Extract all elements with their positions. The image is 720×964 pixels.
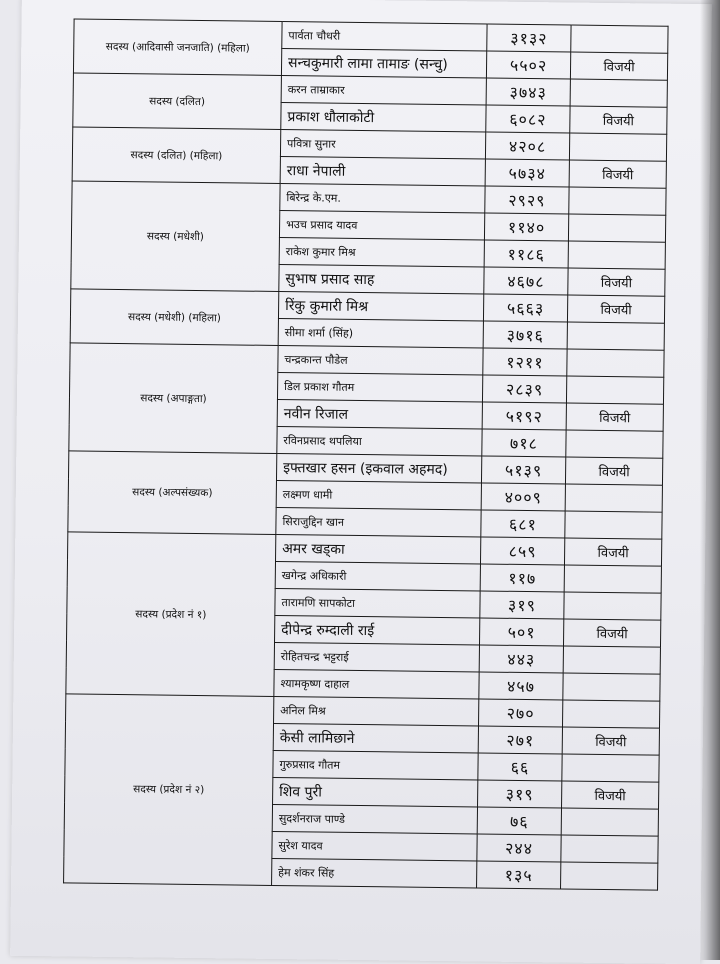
votes-cell: ५७३४ <box>485 159 569 187</box>
result-cell: विजयी <box>566 403 663 431</box>
votes-cell: ६०८२ <box>486 105 570 133</box>
candidate-name-cell: सुरेश यादव <box>272 831 477 861</box>
votes-cell: ३७१६ <box>483 321 567 349</box>
result-cell: विजयी <box>567 295 664 323</box>
post-cell: सदस्य (मधेशी) (महिला) <box>70 289 279 346</box>
result-cell: विजयी <box>569 160 666 188</box>
votes-cell: ११४० <box>484 213 568 241</box>
votes-cell: ११८६ <box>484 240 568 268</box>
table-row <box>74 19 668 53</box>
result-cell <box>561 835 658 863</box>
votes-cell: ५१९२ <box>482 402 566 430</box>
result-cell <box>568 241 665 269</box>
candidate-name-cell: दीपेन्द्र रुम्दाली राई <box>275 615 480 645</box>
result-cell: विजयी <box>568 268 665 296</box>
candidate-name-cell: चन्द्रकान्त पौडेल <box>278 345 483 375</box>
candidate-name-cell: बिरेन्द्र के.एम. <box>280 183 485 213</box>
result-cell <box>565 484 662 512</box>
candidate-name-cell: नवीन रिजाल <box>277 399 482 429</box>
candidate-name-cell: गुरुप्रसाद गौतम <box>273 750 478 780</box>
votes-cell: ६६ <box>478 753 562 781</box>
post-cell: सदस्य (अल्पसंख्यक) <box>68 451 277 535</box>
votes-cell: ३१३२ <box>487 24 571 52</box>
results-table-body <box>64 19 669 890</box>
result-cell <box>561 862 658 890</box>
candidate-name-cell: डिल प्रकाश गौतम <box>277 372 482 402</box>
candidate-name-cell: श्यामकृष्ण दाहाल <box>274 669 479 699</box>
result-cell <box>562 700 659 728</box>
votes-cell: २७१ <box>478 726 562 754</box>
votes-cell: २८३९ <box>482 375 566 403</box>
candidate-name-cell: खगेन्द्र अधिकारी <box>275 561 480 591</box>
result-cell: विजयी <box>570 52 667 80</box>
votes-cell: ३१९ <box>480 591 564 619</box>
result-cell <box>563 673 660 701</box>
candidate-name-cell: इफ्तखार हसन (इकवाल अहमद) <box>276 453 481 483</box>
candidate-name-cell: पवित्रा सुनार <box>280 129 485 159</box>
votes-cell: २७० <box>479 699 563 727</box>
candidate-name-cell: शिव पुरी <box>273 777 478 807</box>
votes-cell: २४४ <box>477 834 561 862</box>
candidate-name-cell: सुदर्शनराज पाण्डे <box>272 804 477 834</box>
candidate-name-cell: अमर खड्का <box>275 534 480 564</box>
candidate-name-cell: रविनप्रसाद थपलिया <box>277 426 482 456</box>
result-cell <box>565 511 662 539</box>
votes-cell: ५१३९ <box>481 456 565 484</box>
result-cell <box>571 25 668 53</box>
post-cell: सदस्य (मधेशी) <box>71 181 280 292</box>
votes-cell: ५०१ <box>479 618 563 646</box>
result-cell: विजयी <box>562 727 659 755</box>
result-cell <box>568 214 665 242</box>
votes-cell: ४५७ <box>479 672 563 700</box>
candidate-name-cell: अनिल मिश्र <box>274 696 479 726</box>
result-cell: विजयी <box>562 781 659 809</box>
result-cell <box>561 808 658 836</box>
votes-cell: ११७ <box>480 564 564 592</box>
result-cell <box>562 754 659 782</box>
result-cell <box>564 592 661 620</box>
result-cell <box>566 376 663 404</box>
candidate-name-cell: सुभाष प्रसाद साह <box>279 264 484 294</box>
candidate-name-cell: प्रकाश धौलाकोटी <box>281 102 486 132</box>
page-edge-shadow <box>700 0 720 960</box>
post-cell: सदस्य (दलित) <box>73 73 282 130</box>
candidate-name-cell: सन्चकुमारी लामा तामाङ (सन्चु) <box>281 48 486 78</box>
candidate-name-cell: हेम शंकर सिंह <box>272 858 477 888</box>
candidate-name-cell: भउच प्रसाद यादव <box>279 210 484 240</box>
votes-cell: ७६ <box>477 807 561 835</box>
candidate-name-cell: सिराजुद्दिन खान <box>276 507 481 537</box>
votes-cell: ४२०८ <box>485 132 569 160</box>
result-cell <box>566 430 663 458</box>
document-page <box>10 0 712 964</box>
candidate-name-cell: करन ताम्राकार <box>281 75 486 105</box>
votes-cell: २९२९ <box>485 186 569 214</box>
votes-cell: १२११ <box>483 348 567 376</box>
result-cell: विजयी <box>563 619 660 647</box>
votes-cell: ३१९ <box>478 780 562 808</box>
votes-cell: ८५९ <box>480 537 564 565</box>
candidate-name-cell: केसी लामिछाने <box>273 723 478 753</box>
votes-cell: ४६७८ <box>484 267 568 295</box>
candidate-name-cell: राधा नेपाली <box>280 156 485 186</box>
votes-cell: ३७४३ <box>486 78 570 106</box>
candidate-name-cell: राकेश कुमार मिश्र <box>279 237 484 267</box>
votes-cell: १३५ <box>477 861 561 889</box>
candidate-name-cell: तारामणि सापकोटा <box>275 588 480 618</box>
result-cell <box>564 565 661 593</box>
result-cell: विजयी <box>570 106 667 134</box>
result-cell <box>567 322 664 350</box>
result-cell <box>567 349 664 377</box>
votes-cell: ४००९ <box>481 483 565 511</box>
post-cell: सदस्य (प्रदेश नं २) <box>64 694 274 886</box>
candidate-name-cell: लक्ष्मण धामी <box>276 480 481 510</box>
result-cell: विजयी <box>564 538 661 566</box>
result-cell: विजयी <box>565 457 662 485</box>
candidate-name-cell: रोहितचन्द्र भट्टराई <box>274 642 479 672</box>
result-cell <box>570 79 667 107</box>
votes-cell: ६८१ <box>481 510 565 538</box>
result-cell <box>563 646 660 674</box>
election-results-table <box>63 18 669 890</box>
post-cell: सदस्य (प्रदेश नं १) <box>66 532 276 697</box>
candidate-name-cell: पार्वता चौधरी <box>282 22 487 52</box>
candidate-name-cell: सीमा शर्मा (सिंह) <box>278 318 483 348</box>
votes-cell: ५५०२ <box>486 51 570 79</box>
result-cell <box>569 187 666 215</box>
post-cell: सदस्य (आदिवासी जनजाति) (महिला) <box>73 19 282 76</box>
post-cell: सदस्य (दलित) (महिला) <box>72 127 281 184</box>
result-cell <box>569 133 666 161</box>
votes-cell: ५६६३ <box>483 294 567 322</box>
votes-cell: ७१८ <box>482 429 566 457</box>
post-cell: सदस्य (अपाङ्गता) <box>69 343 278 454</box>
candidate-name-cell: रिंकु कुमारी मिश्र <box>278 291 483 321</box>
votes-cell: ४४३ <box>479 645 563 673</box>
